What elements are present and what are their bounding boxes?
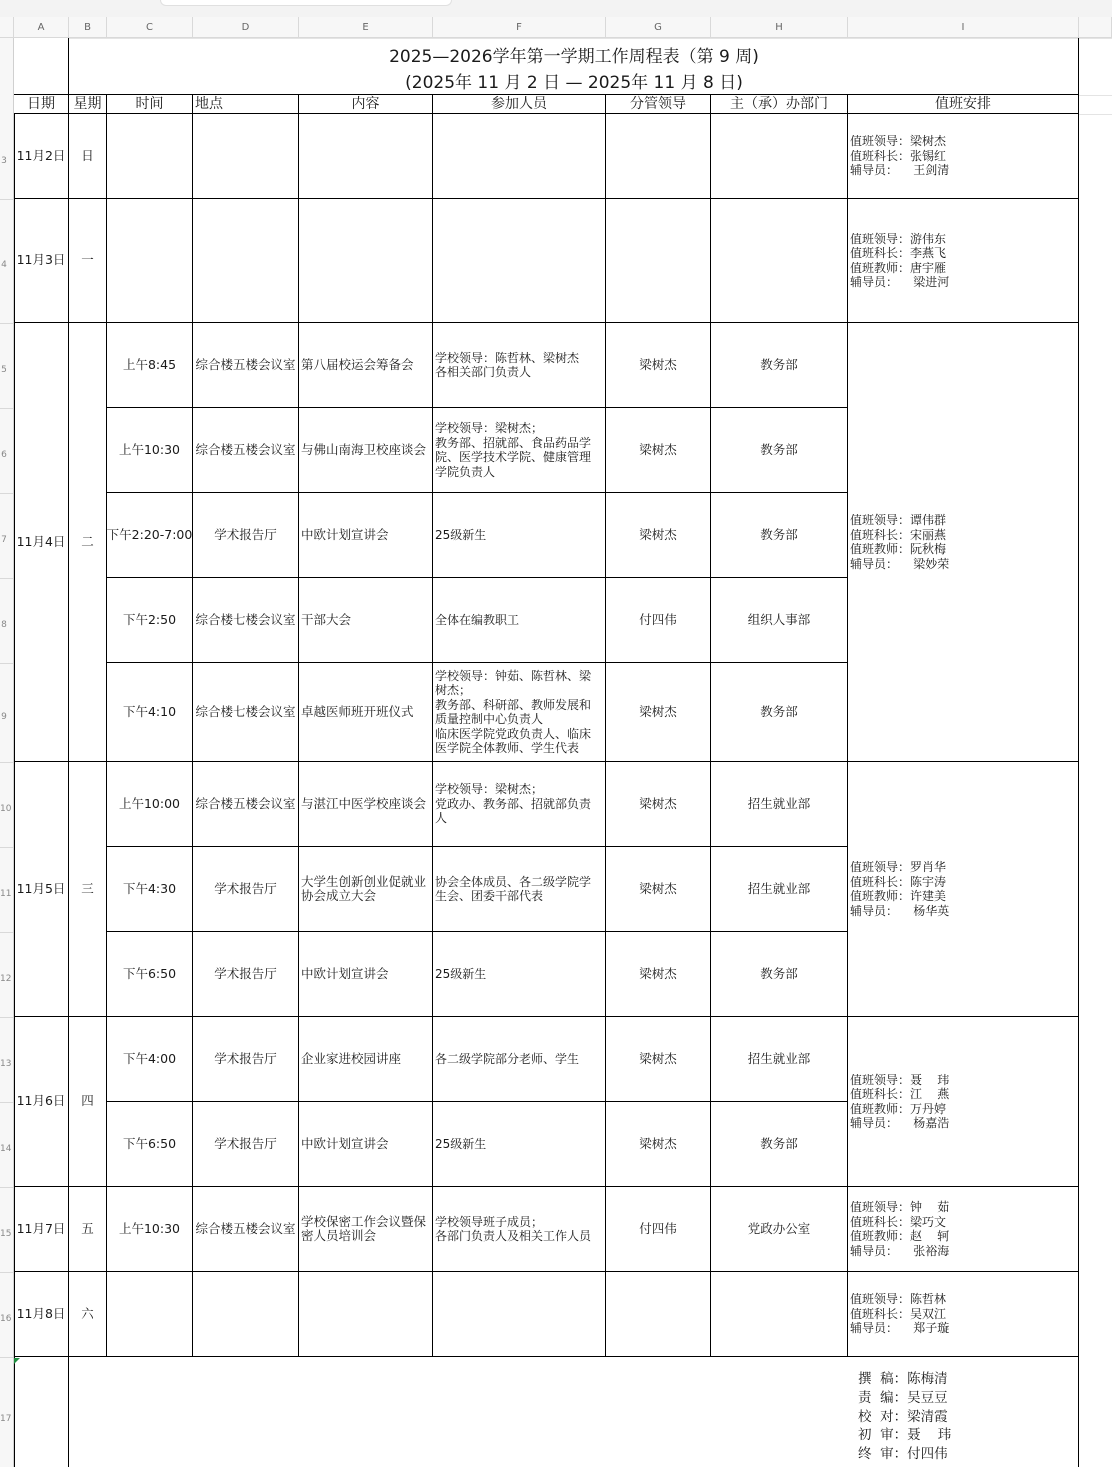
sheet-tab[interactable] bbox=[160, 0, 452, 6]
event-time-text: 下午2:50 bbox=[122, 611, 177, 627]
event-leader[interactable] bbox=[606, 323, 711, 408]
event-participants[interactable] bbox=[433, 847, 606, 932]
row-number[interactable]: 15 bbox=[0, 1229, 12, 1239]
date-cell[interactable] bbox=[14, 1187, 69, 1272]
header-location[interactable] bbox=[193, 95, 299, 114]
date-cell-text: 11月4日 bbox=[16, 533, 66, 549]
row-header-gutter bbox=[0, 38, 14, 1467]
event-department-text: 组织人事部 bbox=[747, 611, 811, 627]
event-leader-text: 梁树杰 bbox=[639, 795, 677, 811]
event-location-text: 学术报告厅 bbox=[214, 965, 277, 981]
empty-cell[interactable] bbox=[107, 114, 193, 199]
weekday-cell[interactable] bbox=[69, 762, 107, 1017]
column-header-c[interactable]: C bbox=[107, 17, 193, 38]
event-leader[interactable] bbox=[606, 578, 711, 663]
event-content[interactable] bbox=[299, 1017, 433, 1102]
event-leader[interactable] bbox=[606, 408, 711, 493]
empty-cell[interactable] bbox=[193, 199, 299, 323]
event-participants-text: 学校领导：陈哲林、梁树杰 各相关部门负责人 bbox=[435, 350, 580, 379]
row-number[interactable]: 13 bbox=[0, 1059, 12, 1069]
empty-cell[interactable] bbox=[193, 114, 299, 199]
row-divider bbox=[0, 408, 13, 409]
event-time[interactable] bbox=[107, 578, 193, 663]
empty-cell[interactable] bbox=[299, 199, 433, 323]
event-location[interactable] bbox=[193, 762, 299, 847]
event-department[interactable] bbox=[711, 493, 848, 578]
event-department-text: 招生就业部 bbox=[747, 795, 811, 811]
weekday-cell[interactable] bbox=[69, 114, 107, 199]
event-participants[interactable] bbox=[433, 578, 606, 663]
empty-cell[interactable] bbox=[193, 1272, 299, 1357]
event-location[interactable] bbox=[193, 493, 299, 578]
event-leader[interactable] bbox=[606, 663, 711, 762]
sheet-title-line1: 2025—2026学年第一学期工作周程表（第 9 周) bbox=[389, 47, 759, 67]
event-time[interactable] bbox=[107, 1102, 193, 1187]
event-time[interactable] bbox=[107, 663, 193, 762]
empty-cell[interactable] bbox=[433, 114, 606, 199]
event-location[interactable] bbox=[193, 663, 299, 762]
empty-cell[interactable] bbox=[711, 199, 848, 323]
event-leader[interactable] bbox=[606, 1017, 711, 1102]
event-leader-text: 梁树杰 bbox=[639, 703, 677, 719]
event-participants-text: 学校领导：梁树杰； 党政办、教务部、招就部负责 人 bbox=[435, 782, 592, 826]
column-header-d[interactable]: D bbox=[193, 17, 299, 38]
row-divider bbox=[0, 847, 13, 848]
event-content-text: 干部大会 bbox=[301, 611, 352, 627]
event-participants-text: 协会全体成员、各二级学院学 生会、团委干部代表 bbox=[435, 874, 592, 903]
event-department-text: 教务部 bbox=[760, 356, 798, 372]
event-participants-text: 学校领导：梁树杰； 教务部、招就部、食品药品学 院、医学技术学院、健康管理 学院负责人 bbox=[435, 421, 592, 479]
event-content[interactable] bbox=[299, 578, 433, 663]
event-content[interactable] bbox=[299, 1187, 433, 1272]
event-leader-text: 付四伟 bbox=[639, 611, 677, 627]
event-content[interactable] bbox=[299, 323, 433, 408]
row-divider bbox=[0, 199, 13, 200]
column-header-e[interactable]: E bbox=[299, 17, 433, 38]
event-participants-text: 各二级学院部分老师、学生 bbox=[435, 1051, 580, 1066]
event-content[interactable] bbox=[299, 932, 433, 1017]
event-leader-text: 梁树杰 bbox=[639, 441, 677, 457]
event-participants[interactable] bbox=[433, 1102, 606, 1187]
event-time-text: 下午4:00 bbox=[122, 1050, 177, 1066]
duty-arrangement-cell-text: 值班领导：钟 茹 值班科长：梁巧文 值班教师：赵 轲 辅导员： 张裕海 bbox=[850, 1200, 950, 1258]
event-location-text: 综合楼五楼会议室 bbox=[195, 795, 296, 811]
event-content-text: 中欧计划宣讲会 bbox=[301, 1135, 389, 1151]
event-department-text: 招生就业部 bbox=[747, 1050, 811, 1066]
duty-arrangement-cell[interactable] bbox=[848, 762, 1079, 1017]
event-participants-text: 25级新生 bbox=[435, 527, 487, 542]
row-number[interactable]: 10 bbox=[0, 804, 12, 814]
weekday-cell-text: 日 bbox=[81, 147, 94, 163]
event-participants[interactable] bbox=[433, 323, 606, 408]
event-location-text: 综合楼七楼会议室 bbox=[195, 703, 296, 719]
event-leader[interactable] bbox=[606, 932, 711, 1017]
event-time-text: 下午6:50 bbox=[122, 1135, 177, 1151]
row-number[interactable]: 7 bbox=[1, 535, 7, 545]
row-number[interactable]: 12 bbox=[0, 974, 12, 984]
event-time[interactable] bbox=[107, 323, 193, 408]
empty-cell[interactable] bbox=[299, 114, 433, 199]
event-content-text: 中欧计划宣讲会 bbox=[301, 965, 389, 981]
event-time-text: 下午4:10 bbox=[122, 703, 177, 719]
column-header-b[interactable]: B bbox=[69, 17, 107, 38]
event-content-text: 大学生创新创业促就业 协会成立大会 bbox=[301, 873, 427, 903]
row-divider bbox=[0, 1272, 13, 1273]
event-department[interactable] bbox=[711, 578, 848, 663]
row-divider bbox=[0, 493, 13, 494]
event-time[interactable] bbox=[107, 932, 193, 1017]
empty-cell[interactable] bbox=[606, 114, 711, 199]
event-department-text: 教务部 bbox=[760, 526, 798, 542]
event-location-text: 综合楼五楼会议室 bbox=[195, 1220, 296, 1236]
date-cell[interactable] bbox=[14, 762, 69, 1017]
event-location[interactable] bbox=[193, 1017, 299, 1102]
event-department-text: 招生就业部 bbox=[747, 880, 811, 896]
row-divider bbox=[0, 1017, 13, 1018]
weekday-cell-text: 三 bbox=[81, 880, 94, 896]
event-content-text: 企业家进校园讲座 bbox=[301, 1050, 402, 1066]
event-leader-text: 付四伟 bbox=[639, 1220, 677, 1236]
event-time-text: 上午10:30 bbox=[118, 441, 181, 457]
duty-arrangement-cell[interactable] bbox=[848, 114, 1079, 199]
tab-strip bbox=[0, 0, 1112, 18]
event-department[interactable] bbox=[711, 1102, 848, 1187]
header-department-label: 主（承）办部门 bbox=[730, 95, 828, 112]
event-content-text: 与佛山南海卫校座谈会 bbox=[301, 441, 427, 457]
header-date-label: 日期 bbox=[27, 95, 55, 112]
row-number[interactable]: 9 bbox=[1, 712, 7, 722]
event-leader-text: 梁树杰 bbox=[639, 1050, 677, 1066]
row-number[interactable]: 14 bbox=[0, 1144, 12, 1154]
event-location-text: 学术报告厅 bbox=[214, 1135, 277, 1151]
event-content[interactable] bbox=[299, 762, 433, 847]
event-content[interactable] bbox=[299, 493, 433, 578]
date-cell-text: 11月8日 bbox=[16, 1305, 66, 1321]
empty-cell[interactable] bbox=[107, 199, 193, 323]
event-content-text: 第八届校运会筹备会 bbox=[301, 356, 414, 372]
row-divider bbox=[0, 323, 13, 324]
event-participants-text: 25级新生 bbox=[435, 966, 487, 981]
header-weekday-label: 星期 bbox=[73, 95, 102, 112]
duty-arrangement-cell-text: 值班领导：谭伟群 值班科长：宋丽燕 值班教师：阮秋梅 辅导员： 梁妙荣 bbox=[850, 513, 950, 571]
event-location-text: 学术报告厅 bbox=[214, 1050, 277, 1066]
event-leader-text: 梁树杰 bbox=[639, 356, 677, 372]
header-location-label: 地点 bbox=[195, 95, 223, 112]
event-location[interactable] bbox=[193, 1102, 299, 1187]
empty-cell[interactable] bbox=[711, 1272, 848, 1357]
weekday-cell-text: 二 bbox=[81, 533, 94, 549]
date-cell-text: 11月3日 bbox=[16, 252, 66, 268]
event-time-text: 下午6:50 bbox=[122, 965, 177, 981]
footer-a-cell[interactable] bbox=[14, 1357, 69, 1467]
event-location[interactable] bbox=[193, 932, 299, 1017]
event-leader[interactable] bbox=[606, 493, 711, 578]
weekday-cell[interactable] bbox=[69, 1017, 107, 1187]
event-location-text: 学术报告厅 bbox=[214, 880, 277, 896]
duty-arrangement-cell-text: 值班领导：罗肖华 值班科长：陈宇涛 值班教师：许建美 辅导员： 杨华英 bbox=[850, 860, 950, 918]
event-location[interactable] bbox=[193, 323, 299, 408]
header-content[interactable] bbox=[299, 95, 433, 114]
date-cell[interactable] bbox=[14, 323, 69, 762]
event-participants[interactable] bbox=[433, 762, 606, 847]
row-number[interactable]: 3 bbox=[1, 156, 7, 166]
event-location-text: 综合楼五楼会议室 bbox=[195, 441, 296, 457]
event-location[interactable] bbox=[193, 408, 299, 493]
weekday-cell-text: 四 bbox=[81, 1093, 94, 1109]
event-participants[interactable] bbox=[433, 932, 606, 1017]
event-participants[interactable] bbox=[433, 493, 606, 578]
row-number[interactable]: 6 bbox=[1, 450, 7, 460]
row-divider bbox=[0, 1102, 13, 1103]
duty-arrangement-cell-text: 值班领导：聂 玮 值班科长：江 燕 值班教师：万丹婷 辅导员： 杨嘉浩 bbox=[850, 1072, 950, 1130]
event-participants-text: 学校领导班子成员； 各部门负责人及相关工作人员 bbox=[435, 1214, 592, 1243]
date-cell-text: 11月5日 bbox=[16, 880, 66, 896]
event-department-text: 教务部 bbox=[760, 1135, 798, 1151]
header-leader-label: 分管领导 bbox=[630, 95, 686, 112]
event-time-text: 下午4:30 bbox=[122, 880, 177, 896]
event-participants-text: 学校领导：钟茹、陈哲林、梁 树杰； 教务部、科研部、教师发展和 质量控制中心负责人 临床医学院党政负责人、临床 医学院全体教师、学生代表 bbox=[435, 668, 592, 755]
row-number[interactable]: 17 bbox=[0, 1414, 12, 1424]
header-duty-label: 值班安排 bbox=[935, 95, 991, 112]
cell-comment-marker bbox=[14, 1358, 20, 1364]
row-divider bbox=[0, 762, 13, 763]
row-number[interactable]: 11 bbox=[0, 889, 12, 899]
event-content[interactable] bbox=[299, 408, 433, 493]
event-time[interactable] bbox=[107, 408, 193, 493]
event-time[interactable] bbox=[107, 1017, 193, 1102]
duty-arrangement-cell-text: 值班领导：游伟东 值班科长：李燕飞 值班教师：唐宇雁 辅导员： 梁进河 bbox=[850, 231, 950, 289]
row-divider bbox=[0, 1187, 13, 1188]
event-leader[interactable] bbox=[606, 1187, 711, 1272]
event-leader-text: 梁树杰 bbox=[639, 1135, 677, 1151]
header-time[interactable] bbox=[107, 95, 193, 114]
date-cell-text: 11月7日 bbox=[16, 1220, 66, 1236]
weekday-cell[interactable] bbox=[69, 199, 107, 323]
event-leader[interactable] bbox=[606, 847, 711, 932]
duty-arrangement-cell[interactable] bbox=[848, 1017, 1079, 1187]
column-header-h[interactable]: H bbox=[711, 17, 848, 38]
event-department[interactable] bbox=[711, 323, 848, 408]
duty-arrangement-cell-text: 值班领导：梁树杰 值班科长：张锡红 辅导员： 王剑清 bbox=[850, 134, 950, 178]
row-divider bbox=[0, 1357, 13, 1358]
event-content[interactable] bbox=[299, 663, 433, 762]
weekday-cell-text: 五 bbox=[81, 1220, 94, 1236]
header-content-label: 内容 bbox=[351, 95, 380, 112]
event-location-text: 综合楼五楼会议室 bbox=[195, 356, 296, 372]
event-participants[interactable] bbox=[433, 408, 606, 493]
event-department[interactable] bbox=[711, 408, 848, 493]
header-weekday[interactable] bbox=[69, 95, 107, 114]
event-time[interactable] bbox=[107, 762, 193, 847]
duty-arrangement-cell[interactable] bbox=[848, 323, 1079, 762]
event-leader-text: 梁树杰 bbox=[639, 965, 677, 981]
event-time-text: 上午10:00 bbox=[118, 795, 181, 811]
event-content[interactable] bbox=[299, 847, 433, 932]
event-participants[interactable] bbox=[433, 1017, 606, 1102]
weekday-cell[interactable] bbox=[69, 1187, 107, 1272]
empty-cell[interactable] bbox=[107, 1272, 193, 1357]
date-cell[interactable] bbox=[14, 1017, 69, 1187]
date-cell[interactable] bbox=[14, 199, 69, 323]
row-number[interactable]: 4 bbox=[1, 260, 7, 270]
date-cell-text: 11月2日 bbox=[16, 147, 66, 163]
sheet-title-line2: (2025年 11 月 2 日 — 2025年 11 月 8 日) bbox=[405, 73, 743, 93]
empty-cell[interactable] bbox=[433, 199, 606, 323]
weekday-cell-text: 一 bbox=[81, 252, 94, 268]
event-department[interactable] bbox=[711, 1017, 848, 1102]
duty-arrangement-cell[interactable] bbox=[848, 1272, 1079, 1357]
event-leader[interactable] bbox=[606, 762, 711, 847]
event-participants[interactable] bbox=[433, 663, 606, 762]
event-content-text: 与湛江中医学校座谈会 bbox=[301, 795, 427, 811]
event-time-text: 上午10:30 bbox=[118, 1220, 181, 1236]
event-department[interactable] bbox=[711, 1187, 848, 1272]
event-content-text: 中欧计划宣讲会 bbox=[301, 526, 389, 542]
event-location-text: 学术报告厅 bbox=[214, 526, 277, 542]
event-department[interactable] bbox=[711, 932, 848, 1017]
date-cell-text: 11月6日 bbox=[16, 1093, 66, 1109]
header-date[interactable] bbox=[14, 95, 69, 114]
duty-arrangement-cell[interactable] bbox=[848, 199, 1079, 323]
event-location[interactable] bbox=[193, 578, 299, 663]
duty-arrangement-cell-text: 值班领导：陈哲林 值班科长：吴双江 辅导员： 郑子璇 bbox=[850, 1292, 950, 1336]
empty-cell[interactable] bbox=[711, 114, 848, 199]
column-header-f[interactable]: F bbox=[433, 17, 606, 38]
event-time[interactable] bbox=[107, 847, 193, 932]
empty-cell[interactable] bbox=[606, 199, 711, 323]
event-leader-text: 梁树杰 bbox=[639, 880, 677, 896]
row-number[interactable]: 8 bbox=[1, 620, 7, 630]
row-number[interactable]: 16 bbox=[0, 1314, 12, 1324]
empty-cell[interactable] bbox=[606, 1272, 711, 1357]
event-department-text: 教务部 bbox=[760, 703, 798, 719]
header-duty[interactable] bbox=[848, 95, 1079, 114]
empty-cell[interactable] bbox=[299, 1272, 433, 1357]
event-department[interactable] bbox=[711, 663, 848, 762]
header-leader[interactable] bbox=[606, 95, 711, 114]
weekday-cell[interactable] bbox=[69, 323, 107, 762]
event-location[interactable] bbox=[193, 1187, 299, 1272]
event-department[interactable] bbox=[711, 762, 848, 847]
empty-cell[interactable] bbox=[433, 1272, 606, 1357]
row-divider bbox=[0, 663, 13, 664]
duty-arrangement-cell[interactable] bbox=[848, 1187, 1079, 1272]
column-header-a[interactable]: A bbox=[14, 17, 69, 38]
event-participants[interactable] bbox=[433, 1187, 606, 1272]
event-participants-text: 25级新生 bbox=[435, 1136, 487, 1151]
event-department-text: 教务部 bbox=[760, 441, 798, 457]
header-participants[interactable] bbox=[433, 95, 606, 114]
header-department[interactable] bbox=[711, 95, 848, 114]
event-department[interactable] bbox=[711, 847, 848, 932]
column-border bbox=[14, 114, 15, 1467]
event-department-text: 党政办公室 bbox=[747, 1220, 811, 1236]
weekday-cell-text: 六 bbox=[81, 1305, 94, 1321]
weekday-cell[interactable] bbox=[69, 1272, 107, 1357]
credits-block: 撰 稿：陈梅清 责 编：吴豆豆 校 对：梁清霞 初 审：聂 玮 终 审：付四伟 bbox=[858, 1371, 952, 1463]
event-department-text: 教务部 bbox=[760, 965, 798, 981]
event-content-text: 学校保密工作会议暨保 密人员培训会 bbox=[301, 1213, 427, 1243]
corner-cell[interactable] bbox=[14, 38, 69, 95]
event-location[interactable] bbox=[193, 847, 299, 932]
header-participants-label: 参加人员 bbox=[491, 95, 547, 112]
column-header-j[interactable] bbox=[1079, 17, 1112, 38]
row-divider bbox=[0, 932, 13, 933]
select-all-corner[interactable] bbox=[0, 17, 14, 38]
event-location-text: 综合楼七楼会议室 bbox=[195, 611, 296, 627]
date-cell[interactable] bbox=[14, 1272, 69, 1357]
event-time[interactable] bbox=[107, 1187, 193, 1272]
column-header-g[interactable]: G bbox=[606, 17, 711, 38]
header-time-label: 时间 bbox=[135, 95, 164, 112]
event-leader-text: 梁树杰 bbox=[639, 526, 677, 542]
event-content[interactable] bbox=[299, 1102, 433, 1187]
event-time-text: 下午2:20-7:00 bbox=[107, 526, 193, 542]
row-number[interactable]: 5 bbox=[1, 365, 7, 375]
column-header-i[interactable]: I bbox=[848, 17, 1079, 38]
date-cell[interactable] bbox=[14, 114, 69, 199]
row-divider bbox=[0, 578, 13, 579]
event-participants-text: 全体在编教职工 bbox=[435, 612, 520, 627]
event-time[interactable] bbox=[107, 493, 193, 578]
event-content-text: 卓越医师班开班仪式 bbox=[301, 703, 414, 719]
event-leader[interactable] bbox=[606, 1102, 711, 1187]
event-time-text: 上午8:45 bbox=[122, 356, 177, 372]
